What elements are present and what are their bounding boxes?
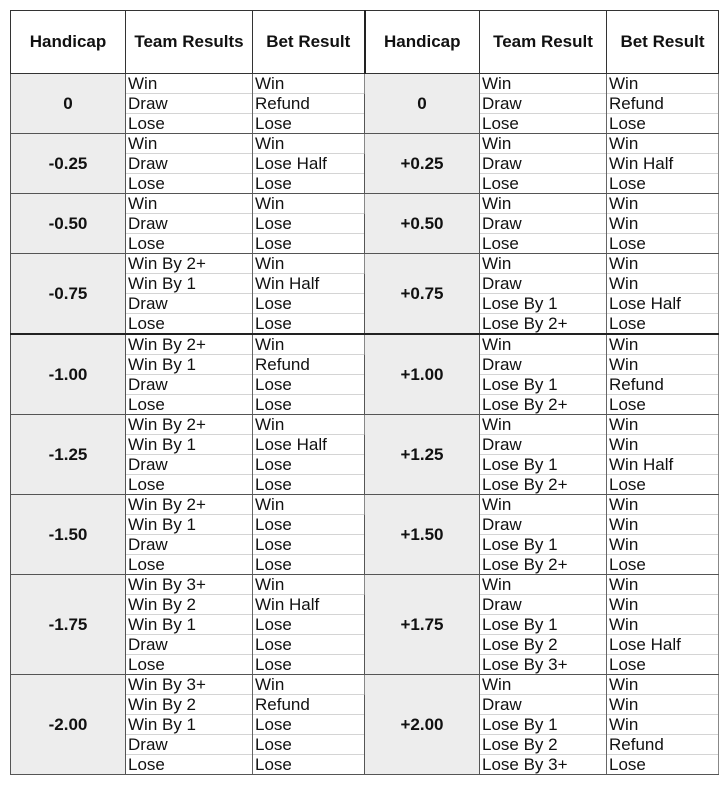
left-handicap-value: -1.00 [11, 334, 126, 415]
left-bet-result: Lose [253, 114, 365, 134]
right-team-result: Lose By 3+ [480, 755, 607, 775]
right-team-result: Lose By 1 [480, 294, 607, 314]
left-bet-result: Win [253, 495, 365, 515]
right-bet-result: Lose [607, 555, 719, 575]
left-bet-result: Win [253, 415, 365, 435]
right-team-result: Draw [480, 94, 607, 114]
left-handicap-value: -0.75 [11, 254, 126, 335]
right-bet-result: Win [607, 355, 719, 375]
right-bet-result: Win [607, 334, 719, 355]
left-team-result: Win [126, 74, 253, 94]
header-row [11, 11, 719, 74]
right-team-result: Lose By 2+ [480, 314, 607, 335]
left-team-result: Win By 1 [126, 615, 253, 635]
right-bet-result: Refund [607, 735, 719, 755]
left-bet-result: Lose [253, 455, 365, 475]
right-team-result: Draw [480, 435, 607, 455]
left-team-result: Lose [126, 655, 253, 675]
right-bet-result: Lose [607, 655, 719, 675]
left-team-result: Lose [126, 174, 253, 194]
right-team-result: Win [480, 415, 607, 435]
right-team-result: Win [480, 254, 607, 274]
right-bet-result: Win [607, 435, 719, 455]
left-team-result: Win By 2 [126, 595, 253, 615]
left-team-result: Win By 2+ [126, 254, 253, 274]
left-bet-result: Lose [253, 735, 365, 755]
right-team-result: Lose By 2 [480, 635, 607, 655]
left-bet-result: Lose [253, 535, 365, 555]
left-bet-result: Win [253, 254, 365, 274]
left-team-result: Win By 1 [126, 274, 253, 294]
right-team-result: Lose By 1 [480, 615, 607, 635]
table-row [11, 415, 719, 435]
right-bet-result: Lose [607, 475, 719, 495]
right-bet-result: Win [607, 74, 719, 94]
right-handicap-value: +2.00 [365, 675, 480, 775]
right-bet-result: Refund [607, 94, 719, 114]
right-handicap-value: +1.00 [365, 334, 480, 415]
left-bet-result: Lose [253, 375, 365, 395]
right-team-result: Lose By 2 [480, 735, 607, 755]
right-team-result: Draw [480, 355, 607, 375]
left-bet-result: Win Half [253, 274, 365, 294]
left-team-result: Draw [126, 154, 253, 174]
right-team-result: Draw [480, 154, 607, 174]
left-handicap-value: -2.00 [11, 675, 126, 775]
left-bet-result: Lose [253, 755, 365, 775]
left-bet-result: Lose [253, 655, 365, 675]
right-bet-result: Lose [607, 755, 719, 775]
right-team-result: Win [480, 134, 607, 154]
left-bet-result-header: Bet Result [253, 11, 365, 74]
right-team-result: Lose By 2+ [480, 555, 607, 575]
right-bet-result: Win [607, 715, 719, 735]
left-bet-result: Lose [253, 635, 365, 655]
left-team-result: Lose [126, 395, 253, 415]
table-body [11, 74, 719, 775]
right-team-result: Win [480, 575, 607, 595]
left-bet-result: Refund [253, 94, 365, 114]
left-handicap-header: Handicap [11, 11, 126, 74]
table-row [11, 254, 719, 274]
left-team-result: Draw [126, 635, 253, 655]
left-handicap-value: -1.75 [11, 575, 126, 675]
right-bet-result: Win [607, 535, 719, 555]
table-row [11, 675, 719, 695]
left-bet-result: Lose [253, 615, 365, 635]
right-bet-result: Win [607, 515, 719, 535]
left-team-result: Win By 1 [126, 515, 253, 535]
left-bet-result: Win [253, 74, 365, 94]
table-row [11, 194, 719, 214]
right-team-result: Draw [480, 595, 607, 615]
right-handicap-value: +0.75 [365, 254, 480, 335]
left-bet-result: Win Half [253, 595, 365, 615]
table-row [11, 134, 719, 154]
right-handicap-value: 0 [365, 74, 480, 134]
left-bet-result: Lose Half [253, 435, 365, 455]
left-team-result: Draw [126, 94, 253, 114]
right-team-result: Lose By 1 [480, 455, 607, 475]
right-team-result: Win [480, 74, 607, 94]
right-handicap-value: +1.25 [365, 415, 480, 495]
left-team-result: Lose [126, 755, 253, 775]
left-team-result: Win By 3+ [126, 575, 253, 595]
left-bet-result: Lose [253, 174, 365, 194]
table-row [11, 334, 719, 355]
right-bet-result: Win [607, 254, 719, 274]
left-bet-result: Lose [253, 214, 365, 234]
right-bet-result: Win [607, 695, 719, 715]
left-team-result: Draw [126, 735, 253, 755]
right-bet-result: Win [607, 415, 719, 435]
right-team-result: Lose [480, 174, 607, 194]
right-bet-result: Win [607, 495, 719, 515]
right-team-result: Win [480, 334, 607, 355]
right-bet-result: Win [607, 615, 719, 635]
left-team-result: Win By 1 [126, 715, 253, 735]
right-team-result: Draw [480, 274, 607, 294]
left-handicap-value: -0.50 [11, 194, 126, 254]
left-bet-result: Win [253, 194, 365, 214]
right-handicap-value: +1.50 [365, 495, 480, 575]
right-bet-result: Lose Half [607, 635, 719, 655]
left-bet-result: Refund [253, 695, 365, 715]
left-team-result: Lose [126, 555, 253, 575]
left-team-result: Win [126, 194, 253, 214]
right-bet-result: Win Half [607, 455, 719, 475]
left-team-result: Win By 1 [126, 435, 253, 455]
right-bet-result: Win [607, 194, 719, 214]
right-team-result-header: Team Result [480, 11, 607, 74]
left-bet-result: Lose Half [253, 154, 365, 174]
left-bet-result: Lose [253, 314, 365, 335]
left-team-result: Win [126, 134, 253, 154]
right-handicap-value: +0.50 [365, 194, 480, 254]
left-bet-result: Lose [253, 294, 365, 314]
right-team-result: Win [480, 495, 607, 515]
left-bet-result: Lose [253, 234, 365, 254]
left-team-result: Win By 2+ [126, 334, 253, 355]
left-bet-result: Win [253, 134, 365, 154]
right-bet-result: Win [607, 214, 719, 234]
table-row [11, 495, 719, 515]
left-bet-result: Lose [253, 395, 365, 415]
left-team-result: Win By 3+ [126, 675, 253, 695]
right-team-result: Lose By 2+ [480, 475, 607, 495]
right-bet-result: Lose [607, 114, 719, 134]
table-row [11, 74, 719, 94]
left-bet-result: Win [253, 675, 365, 695]
left-team-result: Lose [126, 314, 253, 335]
right-bet-result: Win [607, 675, 719, 695]
left-team-result: Win By 1 [126, 355, 253, 375]
right-team-result: Lose [480, 114, 607, 134]
handicap-table-container [10, 10, 719, 775]
right-team-result: Lose By 1 [480, 535, 607, 555]
left-bet-result: Lose [253, 475, 365, 495]
left-team-result: Win By 2 [126, 695, 253, 715]
left-bet-result: Lose [253, 715, 365, 735]
right-handicap-header: Handicap [365, 11, 480, 74]
right-bet-result: Win [607, 274, 719, 294]
right-bet-result: Lose [607, 234, 719, 254]
left-handicap-value: -0.25 [11, 134, 126, 194]
right-handicap-value: +1.75 [365, 575, 480, 675]
left-team-result: Lose [126, 114, 253, 134]
left-bet-result: Lose [253, 515, 365, 535]
right-team-result: Win [480, 675, 607, 695]
right-team-result: Draw [480, 515, 607, 535]
left-handicap-value: 0 [11, 74, 126, 134]
table-row [11, 575, 719, 595]
left-handicap-value: -1.25 [11, 415, 126, 495]
right-bet-result: Lose Half [607, 294, 719, 314]
left-team-result: Draw [126, 214, 253, 234]
right-bet-result: Win [607, 575, 719, 595]
right-team-result: Lose By 1 [480, 375, 607, 395]
left-team-result: Win By 2+ [126, 495, 253, 515]
right-bet-result: Win Half [607, 154, 719, 174]
asian-handicap-table [10, 10, 719, 775]
left-team-result: Lose [126, 475, 253, 495]
left-team-result: Lose [126, 234, 253, 254]
left-team-results-header: Team Results [126, 11, 253, 74]
left-team-result: Draw [126, 455, 253, 475]
left-team-result: Draw [126, 294, 253, 314]
right-bet-result: Lose [607, 314, 719, 335]
right-bet-result: Lose [607, 174, 719, 194]
left-team-result: Draw [126, 535, 253, 555]
right-team-result: Lose By 2+ [480, 395, 607, 415]
right-team-result: Lose By 3+ [480, 655, 607, 675]
left-bet-result: Refund [253, 355, 365, 375]
left-bet-result: Win [253, 575, 365, 595]
left-bet-result: Lose [253, 555, 365, 575]
left-handicap-value: -1.50 [11, 495, 126, 575]
left-team-result: Win By 2+ [126, 415, 253, 435]
right-team-result: Draw [480, 214, 607, 234]
right-bet-result: Win [607, 134, 719, 154]
right-team-result: Lose By 1 [480, 715, 607, 735]
right-team-result: Lose [480, 234, 607, 254]
right-bet-result: Refund [607, 375, 719, 395]
right-handicap-value: +0.25 [365, 134, 480, 194]
right-bet-result-header: Bet Result [607, 11, 719, 74]
left-bet-result: Win [253, 334, 365, 355]
right-bet-result: Lose [607, 395, 719, 415]
right-team-result: Draw [480, 695, 607, 715]
right-team-result: Win [480, 194, 607, 214]
right-bet-result: Win [607, 595, 719, 615]
left-team-result: Draw [126, 375, 253, 395]
